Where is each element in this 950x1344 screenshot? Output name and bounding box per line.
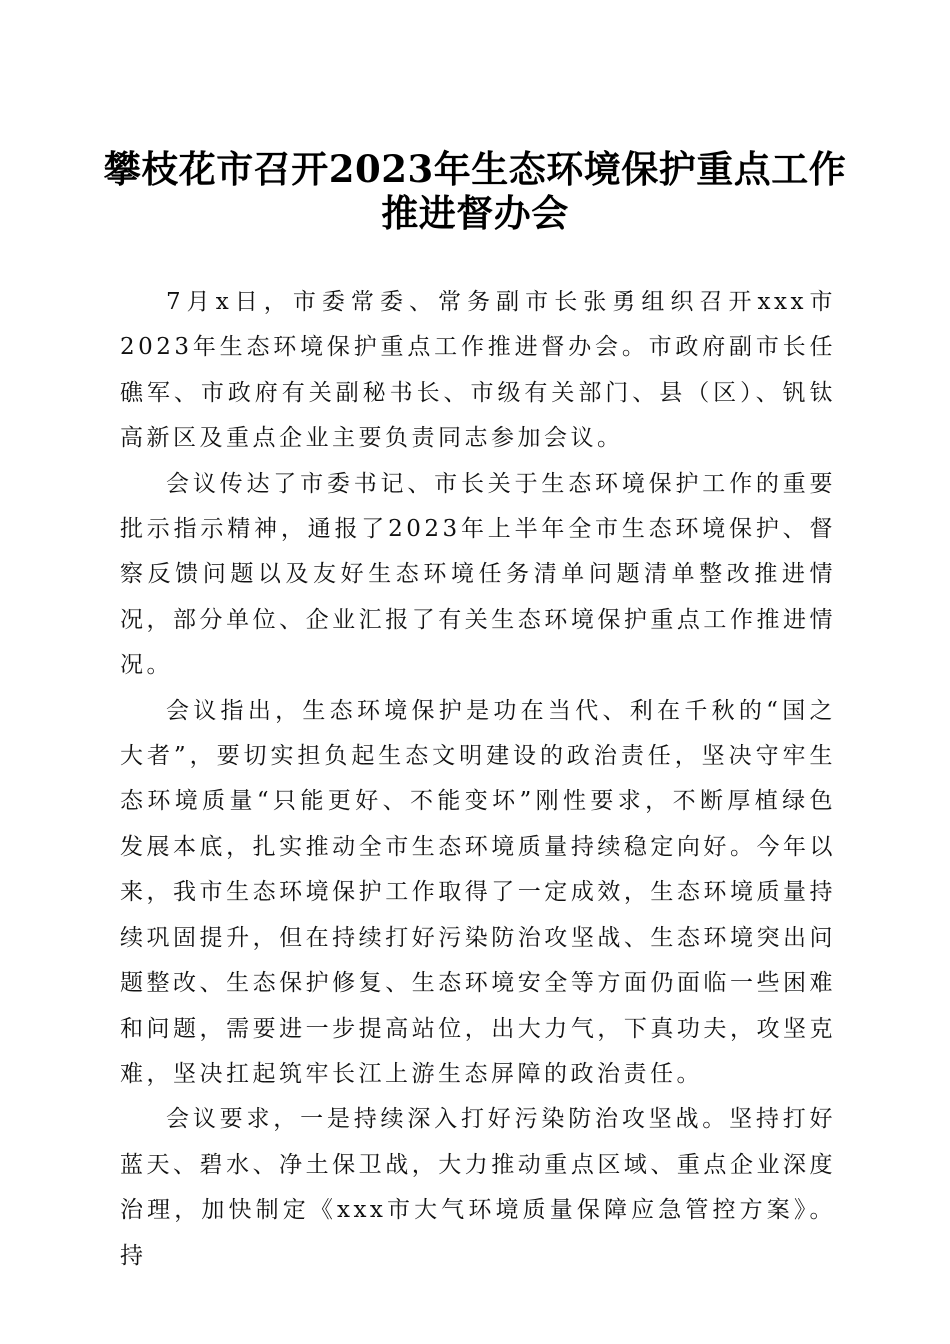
document-title-line-2: 推进督办会 bbox=[381, 191, 569, 235]
document-body bbox=[120, 280, 836, 1279]
document-title-line-1: 攀枝花市召开2023年生态环境保护重点工作 bbox=[103, 147, 847, 191]
paragraph-3: 会议指出，生态环境保护是功在当代、利在千秋的“国之大者”，要切实担负起生态文明建设的政治责任，坚决守牢生态环境质量“只能更好、不能变坏”刚性要求，不断厚植绿色发展本底，扎实推动全市生态环境质量持续稳定向好。今年以来，我市生态环境保护工作取得了一定成效，生态环境质量持续巩固提升，但在持续打好污染防治攻坚战、生态环境突出问题整改、生态保护修复、生态环境安全等方面仍面临一些困难和问题，需要进一步提高站位，出大力气，下真功夫，攻坚克难，坚决扛起筑牢长江上游生态屏障的政治责任。 bbox=[120, 697, 836, 1087]
paragraph-4: 会议要求，一是持续深入打好污染防治攻坚战。坚持打好蓝天、碧水、净土保卫战，大力推动重点区域、重点企业深度治理，加快制定《xxx市大气环境质量保障应急管控方案》。持 bbox=[120, 1106, 836, 1269]
paragraph-2: 会议传达了市委书记、市长关于生态环境保护工作的重要批示指示精神，通报了2023年上半年全市生态环境保护、督察反馈问题以及友好生态环境任务清单问题清单整改推进情况，部分单位、企业汇报了有关生态环境保护重点工作推进情况。 bbox=[120, 470, 836, 679]
paragraph-1: 7月x日，市委常委、常务副市长张勇组织召开xxx市2023年生态环境保护重点工作推进督办会。市政府副市长任礁军、市政府有关副秘书长、市级有关部门、县（区）、钒钛高新区及重点企业主要负责同志参加会议。 bbox=[120, 289, 836, 452]
